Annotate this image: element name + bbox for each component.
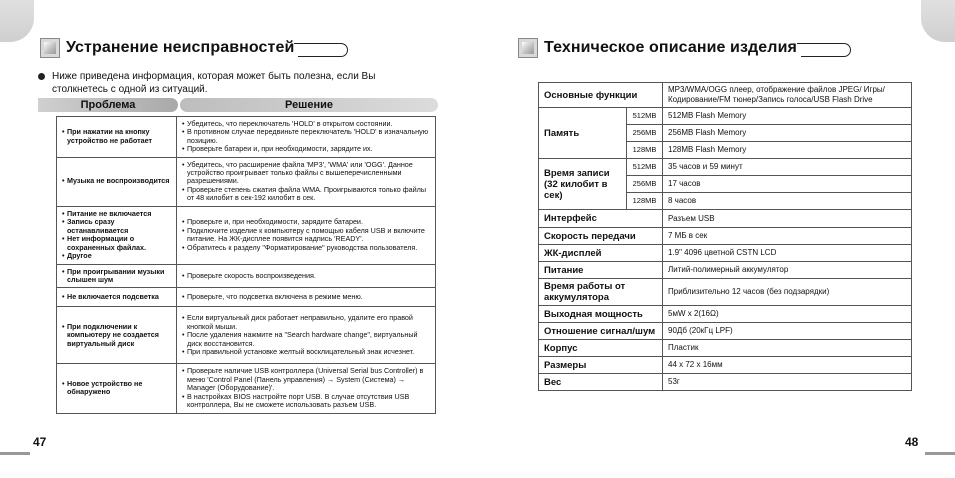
solution-item: • Убедитесь, что переключатель 'HOLD' в открытом состоянии. xyxy=(181,120,431,128)
solution-item: • В противном случае передвиньте переключатель 'HOLD' в изначальную позицию. xyxy=(181,128,431,145)
spec-value: 7 МБ в сек xyxy=(663,228,912,245)
solution-cell xyxy=(177,307,436,364)
problem-cell xyxy=(57,288,177,307)
spec-label: Размеры xyxy=(539,357,663,374)
spec-label: Скорость передачи xyxy=(539,228,663,245)
specs-title-text: Техническое описание изделия xyxy=(544,39,797,56)
solution-item: • Проверьте скорость воспроизведения. xyxy=(181,272,431,280)
solution-item: • Проверьте, что подсветка включена в режиме меню. xyxy=(181,293,431,301)
spec-row xyxy=(539,228,912,245)
spec-value: 256MB Flash Memory xyxy=(663,125,912,142)
spec-value: 17 часов xyxy=(663,176,912,193)
problem-item: • Запись сразу останавливается xyxy=(61,218,172,235)
spec-value: Приблизительно 12 часов (без подзарядки) xyxy=(663,279,912,306)
spec-value: 128MB Flash Memory xyxy=(663,142,912,159)
solution-item: • Убедитесь, что расширение файла 'MP3', 'WMA' или 'OGG'. Данное устройство проигрывает только файлы с вышеперечисленными разрешениями. xyxy=(181,161,431,186)
spec-row xyxy=(539,210,912,228)
troubleshooting-row xyxy=(57,117,436,158)
spec-label: Отношение сигнал/шум xyxy=(539,323,663,340)
bullet-icon xyxy=(38,73,45,80)
spec-value: 1.9" 4096 цветной CSTN LCD xyxy=(663,245,912,262)
problem-item: • При нажатии на кнопку устройство не работает xyxy=(61,128,172,145)
spec-row xyxy=(539,108,912,125)
spec-row xyxy=(539,340,912,357)
problem-item: • Питание не включается xyxy=(61,210,172,218)
spec-label: Интерфейс xyxy=(539,210,663,228)
spec-row xyxy=(539,279,912,306)
solution-cell xyxy=(177,288,436,307)
spec-value: 53г xyxy=(663,374,912,391)
intro-text-content: Ниже приведена информация, которая может быть полезна, если Вы столкнетесь с одной из ситуаций. xyxy=(52,71,376,95)
spec-sub-key: 512MB xyxy=(627,159,663,176)
title-decoration-line xyxy=(801,43,851,57)
solution-item: • Проверьте степень сжатия файла WMA. Проигрываются только файлы от 48 килобит в сек-192 килобит в сек. xyxy=(181,186,431,203)
problem-cell xyxy=(57,364,177,413)
spec-value: Разъем USB xyxy=(663,210,912,228)
spec-label: Питание xyxy=(539,262,663,279)
spec-value: 90Дб (20кГц LPF) xyxy=(663,323,912,340)
spec-value: 512MB Flash Memory xyxy=(663,108,912,125)
spec-row xyxy=(539,323,912,340)
spec-label: Время работы от аккумулятора xyxy=(539,279,663,306)
problem-item: • При проигрывании музыки слышен шум xyxy=(61,268,172,285)
problem-item: • Нет информации о сохраненных файлах. xyxy=(61,235,172,252)
problem-cell xyxy=(57,307,177,364)
spec-sub-key: 256MB xyxy=(627,125,663,142)
troubleshooting-row xyxy=(57,264,436,288)
spec-label: Выходная мощность xyxy=(539,306,663,323)
spec-row xyxy=(539,374,912,391)
spec-value: 44 x 72 x 16мм xyxy=(663,357,912,374)
spec-value: Литий-полимерный аккумулятор xyxy=(663,262,912,279)
solution-item: • В настройках BIOS настройте порт USB. В случае отсутствия USB контроллера, Вы не сможете использовать разъем USB. xyxy=(181,393,431,410)
page-corner-tab-left xyxy=(0,0,34,42)
troubleshooting-row xyxy=(57,288,436,307)
spec-label: ЖК-дисплей xyxy=(539,245,663,262)
section-square-icon xyxy=(518,38,538,58)
solution-item: • При правильной установке желтый восклицательный знак исчезнет. xyxy=(181,348,431,356)
spec-label: Вес xyxy=(539,374,663,391)
solution-cell xyxy=(177,206,436,264)
solution-cell xyxy=(177,364,436,413)
intro-text xyxy=(52,70,432,96)
solution-item: • Если виртуальный диск работает неправильно, удалите его правой кнопкой мыши. xyxy=(181,314,431,331)
problem-item: • Другое xyxy=(61,252,172,260)
specs-table xyxy=(538,82,912,391)
specs-title xyxy=(518,38,851,58)
troubleshooting-row xyxy=(57,206,436,264)
spec-sub-key: 128MB xyxy=(627,142,663,159)
solution-header: Решение xyxy=(180,98,438,112)
solution-item: • Обратитесь к разделу "Форматирование" руководства пользователя. xyxy=(181,244,431,252)
spec-sub-key: 512MB xyxy=(627,108,663,125)
spec-row xyxy=(539,245,912,262)
problem-cell xyxy=(57,117,177,158)
problem-item: • Музыка не воспроизводится xyxy=(61,177,172,185)
page-number-left: 47 xyxy=(33,435,47,449)
title-decoration-line xyxy=(298,43,348,57)
spec-row xyxy=(539,83,912,108)
page-bar-left xyxy=(0,452,30,455)
troubleshooting-title xyxy=(40,38,348,58)
spec-label: Корпус xyxy=(539,340,663,357)
solution-cell xyxy=(177,264,436,288)
troubleshooting-row xyxy=(57,364,436,413)
solution-cell xyxy=(177,157,436,206)
solution-item: • Подключите изделие к компьютеру с помощью кабеля USB и включите питание. На ЖК-дисплее появится надпись 'READY'. xyxy=(181,227,431,244)
solution-item: • Проверьте и, при необходимости, зарядите батареи. xyxy=(181,218,431,226)
troubleshooting-row xyxy=(57,157,436,206)
troubleshooting-title-text: Устранение неисправностей xyxy=(66,39,295,56)
spec-value: MP3/WMA/OGG плеер, отображение файлов JPEG/ Игры/ Кодирование/FM тюнер/Запись голоса/USB Flash Drive xyxy=(663,83,912,108)
troubleshooting-table xyxy=(56,116,436,414)
problem-cell xyxy=(57,264,177,288)
spec-label: Время записи (32 килобит в сек) xyxy=(539,159,627,210)
spec-row xyxy=(539,357,912,374)
problem-item: • При подключении к компьютеру не создается виртуальный диск xyxy=(61,323,172,348)
spec-row xyxy=(539,306,912,323)
spec-value: 8 часов xyxy=(663,193,912,210)
problem-cell xyxy=(57,157,177,206)
troubleshooting-row xyxy=(57,307,436,364)
spec-label: Память xyxy=(539,108,627,159)
spec-label: Основные функции xyxy=(539,83,663,108)
spec-sub-key: 128MB xyxy=(627,193,663,210)
solution-item: • Проверьте наличие USB контроллера (Universal Serial bus Controller) в меню 'Control Panel (Панель управления) → System (Система) → Manager (Оборудование)'. xyxy=(181,367,431,392)
spec-row xyxy=(539,262,912,279)
spec-value: 35 часов и 59 минут xyxy=(663,159,912,176)
spec-value: 5мW x 2(16Ω) xyxy=(663,306,912,323)
solution-cell xyxy=(177,117,436,158)
page-corner-tab-right xyxy=(921,0,955,42)
spec-row xyxy=(539,159,912,176)
spec-value: Пластик xyxy=(663,340,912,357)
problem-item: • Не включается подсветка xyxy=(61,293,172,301)
solution-item: • Проверьте батареи и, при необходимости, зарядите их. xyxy=(181,145,431,153)
section-square-icon xyxy=(40,38,60,58)
problem-item: • Новое устройство не обнаружено xyxy=(61,380,172,397)
spec-sub-key: 256MB xyxy=(627,176,663,193)
problem-cell xyxy=(57,206,177,264)
problem-header: Проблема xyxy=(38,98,178,112)
solution-item: • После удаления нажмите на "Search hardware change", виртуальный диск восстановится. xyxy=(181,331,431,348)
page-bar-right xyxy=(925,452,955,455)
page-number-right: 48 xyxy=(905,435,919,449)
